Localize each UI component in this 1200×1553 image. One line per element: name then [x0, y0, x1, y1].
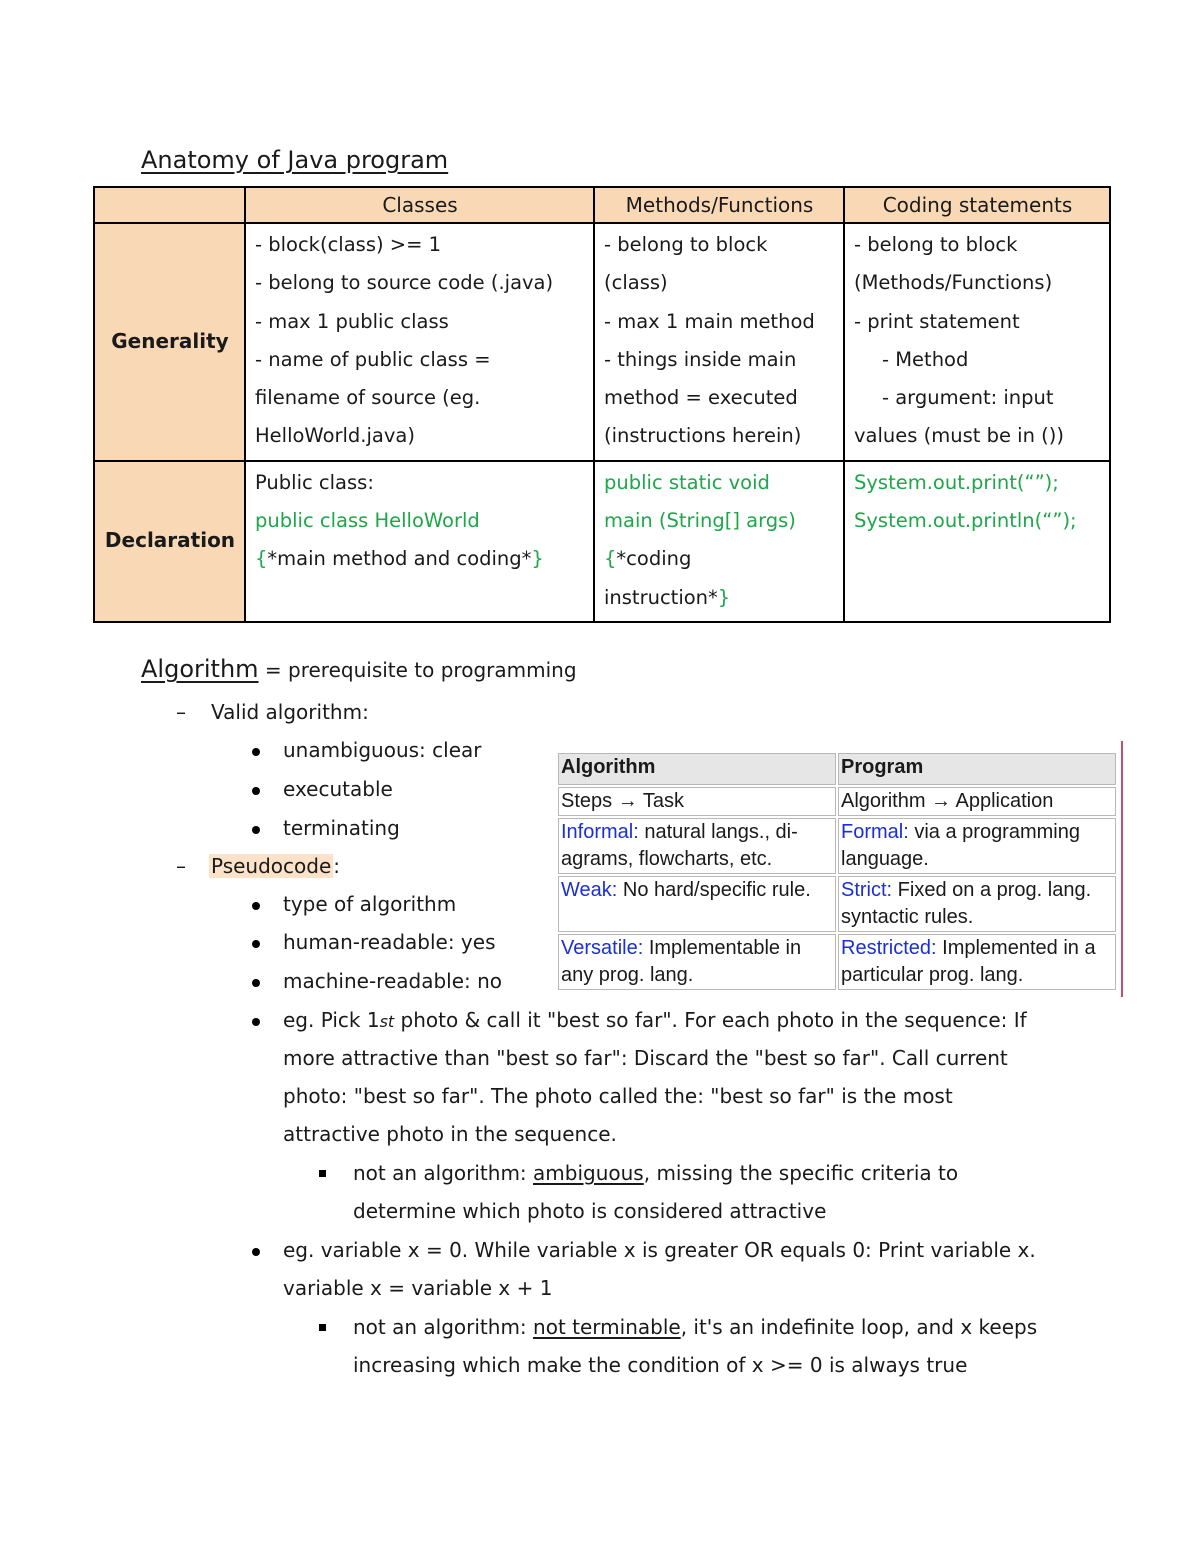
code-line: System.out.print(“”); [854, 470, 1059, 494]
code-line: public static void [604, 470, 770, 494]
block-body: instruction* [604, 585, 718, 609]
cell-line: - print statement [854, 309, 1020, 333]
note-key: ambiguous [533, 1161, 644, 1185]
pseudocode-label [209, 854, 340, 878]
cell-line: - belong to block [604, 233, 768, 256]
image-edge-divider [1121, 741, 1123, 997]
list-item: executable [283, 777, 393, 801]
anatomy-header-row [94, 187, 1110, 223]
term-text: via a programming language. [841, 821, 1080, 870]
note-pre: not an algorithm: [353, 1161, 534, 1185]
bullet-icon [252, 979, 260, 987]
declaration-methods-cell [594, 461, 844, 622]
list-item: terminating [283, 816, 400, 840]
cell-line: - argument: input [882, 386, 1054, 410]
generality-classes-cell [245, 223, 594, 461]
header-coding: Coding statements [844, 187, 1110, 223]
comparison-cell [558, 787, 836, 816]
comparison-cell [558, 934, 836, 990]
example-1-line-1 [283, 1008, 1027, 1032]
comparison-cell [838, 787, 1116, 816]
cell-line: - name of public class = [255, 347, 491, 371]
term-text: Implementable in any prog. lang. [561, 937, 802, 986]
block-body: *main method and coding* [267, 547, 532, 571]
dash-bullet: – [176, 854, 186, 878]
code-line: System.out.println(“”); [854, 509, 1077, 533]
cell-line: (Methods/Functions) [854, 271, 1053, 295]
term-key: Versatile: [561, 937, 644, 959]
comparison-cell [838, 876, 1116, 932]
header-classes: Classes [245, 187, 594, 223]
declaration-classes-cell [245, 461, 594, 622]
generality-methods-cell [594, 223, 844, 461]
brace-close: } [717, 585, 731, 609]
term-text: No hard/specific rule. [617, 879, 811, 901]
comparison-row [558, 787, 1116, 816]
algorithm-heading [141, 655, 577, 683]
brace-close: } [531, 547, 544, 571]
note-key: not terminable [533, 1315, 681, 1339]
comparison-header-row [558, 753, 1116, 785]
comparison-row [558, 934, 1116, 990]
row-label-generality: Generality [94, 223, 245, 461]
note-post: , missing the specific criteria to [643, 1161, 959, 1185]
cell-line: method = executed [604, 386, 798, 410]
term-text: Fixed on a prog. lang. syntactic rules. [841, 879, 1092, 928]
code-line: public class HelloWorld [255, 509, 480, 533]
term-text: Implemented in a particular prog. lang. [841, 937, 1096, 986]
header-methods: Methods/Functions [594, 187, 844, 223]
square-bullet-icon [319, 1170, 326, 1177]
term-key: Weak: [561, 879, 618, 901]
cell-line: - Method [882, 347, 969, 371]
declaration-coding-cell [844, 461, 1110, 622]
row-declaration [94, 461, 1110, 622]
example-1-post: photo & call it "best so far". For each photo in the sequence: If [394, 1008, 1027, 1032]
bullet-icon [252, 902, 260, 910]
comparison-header-algorithm: Algorithm [558, 753, 836, 785]
algorithm-program-table [556, 751, 1118, 992]
cell-line: - max 1 public class [255, 309, 449, 333]
example-1-sup: st [379, 1012, 395, 1031]
cell-line: - belong to source code (.java) [255, 271, 554, 295]
cell-line: - things inside main [604, 347, 797, 371]
row-generality [94, 223, 1110, 461]
example-2-line-1: eg. variable x = 0. While variable x is greater OR equals 0: Print variable x. [283, 1238, 1036, 1262]
code-block-line [255, 540, 585, 578]
comparison-header-program: Program [838, 753, 1116, 785]
term-key: Strict: [841, 879, 893, 901]
comparison-cell [838, 934, 1116, 990]
term-text: Steps → Task [561, 790, 685, 812]
cell-line: HelloWorld.java) [255, 424, 415, 448]
algorithm-heading-rest: = prerequisite to programming [258, 658, 577, 682]
note-post: , it's an indefinite loop, and x keeps [680, 1315, 1038, 1339]
pseudocode-colon: : [333, 854, 341, 878]
example-1-note [353, 1161, 958, 1185]
example-1-pre: eg. Pick 1 [283, 1008, 380, 1032]
page-title: Anatomy of Java program [141, 146, 449, 174]
valid-algorithm-label: Valid algorithm: [211, 700, 369, 724]
term-text: Algorithm → Application [841, 790, 1054, 812]
cell-line: Public class: [255, 470, 374, 494]
dash-bullet: – [176, 700, 186, 724]
term-key: Restricted: [841, 937, 937, 959]
example-1-line-3: photo: "best so far". The photo called the: "best so far" is the most [283, 1084, 953, 1108]
square-bullet-icon [319, 1324, 326, 1331]
example-1-note-line-2: determine which photo is considered attractive [353, 1199, 827, 1223]
comparison-row [558, 818, 1116, 874]
brace-open: { [604, 547, 617, 571]
example-1-line-4: attractive photo in the sequence. [283, 1122, 617, 1146]
example-2-note-line-2: increasing which make the condition of x >= 0 is always true [353, 1353, 968, 1377]
term-key: Formal: [841, 821, 909, 843]
block-body: *coding [616, 547, 692, 571]
bullet-icon [252, 826, 260, 834]
list-item: type of algorithm [283, 892, 457, 916]
pseudocode-highlight: Pseudocode [211, 854, 332, 878]
cell-line: values (must be in ()) [854, 424, 1064, 448]
term-key: Informal: [561, 821, 639, 843]
example-2-line-2: variable x = variable x + 1 [283, 1276, 553, 1300]
bullet-icon [252, 1248, 260, 1256]
example-1-line-2: more attractive than "best so far": Discard the "best so far". Call current [283, 1046, 1008, 1070]
generality-coding-cell [844, 223, 1110, 461]
cell-line: (instructions herein) [604, 424, 802, 448]
list-item: machine-readable: no [283, 969, 503, 993]
comparison-cell [838, 818, 1116, 874]
list-item: unambiguous: clear [283, 738, 482, 762]
code-block-line [604, 540, 835, 578]
cell-line: - max 1 main method [604, 309, 815, 333]
cell-line: filename of source (eg. [255, 386, 481, 410]
bullet-icon [252, 748, 260, 756]
note-pre: not an algorithm: [353, 1315, 534, 1339]
comparison-cell [558, 818, 836, 874]
code-line: main (String[] args) [604, 509, 796, 533]
empty-header-cell [94, 187, 245, 223]
bullet-icon [252, 787, 260, 795]
comparison-cell [558, 876, 836, 932]
comparison-row [558, 876, 1116, 932]
row-label-declaration: Declaration [94, 461, 245, 622]
cell-line: - block(class) >= 1 [255, 233, 442, 256]
term-text: natural langs., di-agrams, flowcharts, etc. [561, 821, 798, 870]
example-2-note [353, 1315, 1037, 1339]
list-item: human-readable: yes [283, 930, 496, 954]
code-block-line [604, 579, 835, 617]
anatomy-table [93, 186, 1111, 623]
algorithm-heading-word: Algorithm [141, 655, 259, 683]
bullet-icon [252, 1018, 260, 1026]
cell-line: - belong to block [854, 233, 1018, 256]
brace-open: { [255, 547, 268, 571]
bullet-icon [252, 940, 260, 948]
cell-line: (class) [604, 271, 668, 295]
